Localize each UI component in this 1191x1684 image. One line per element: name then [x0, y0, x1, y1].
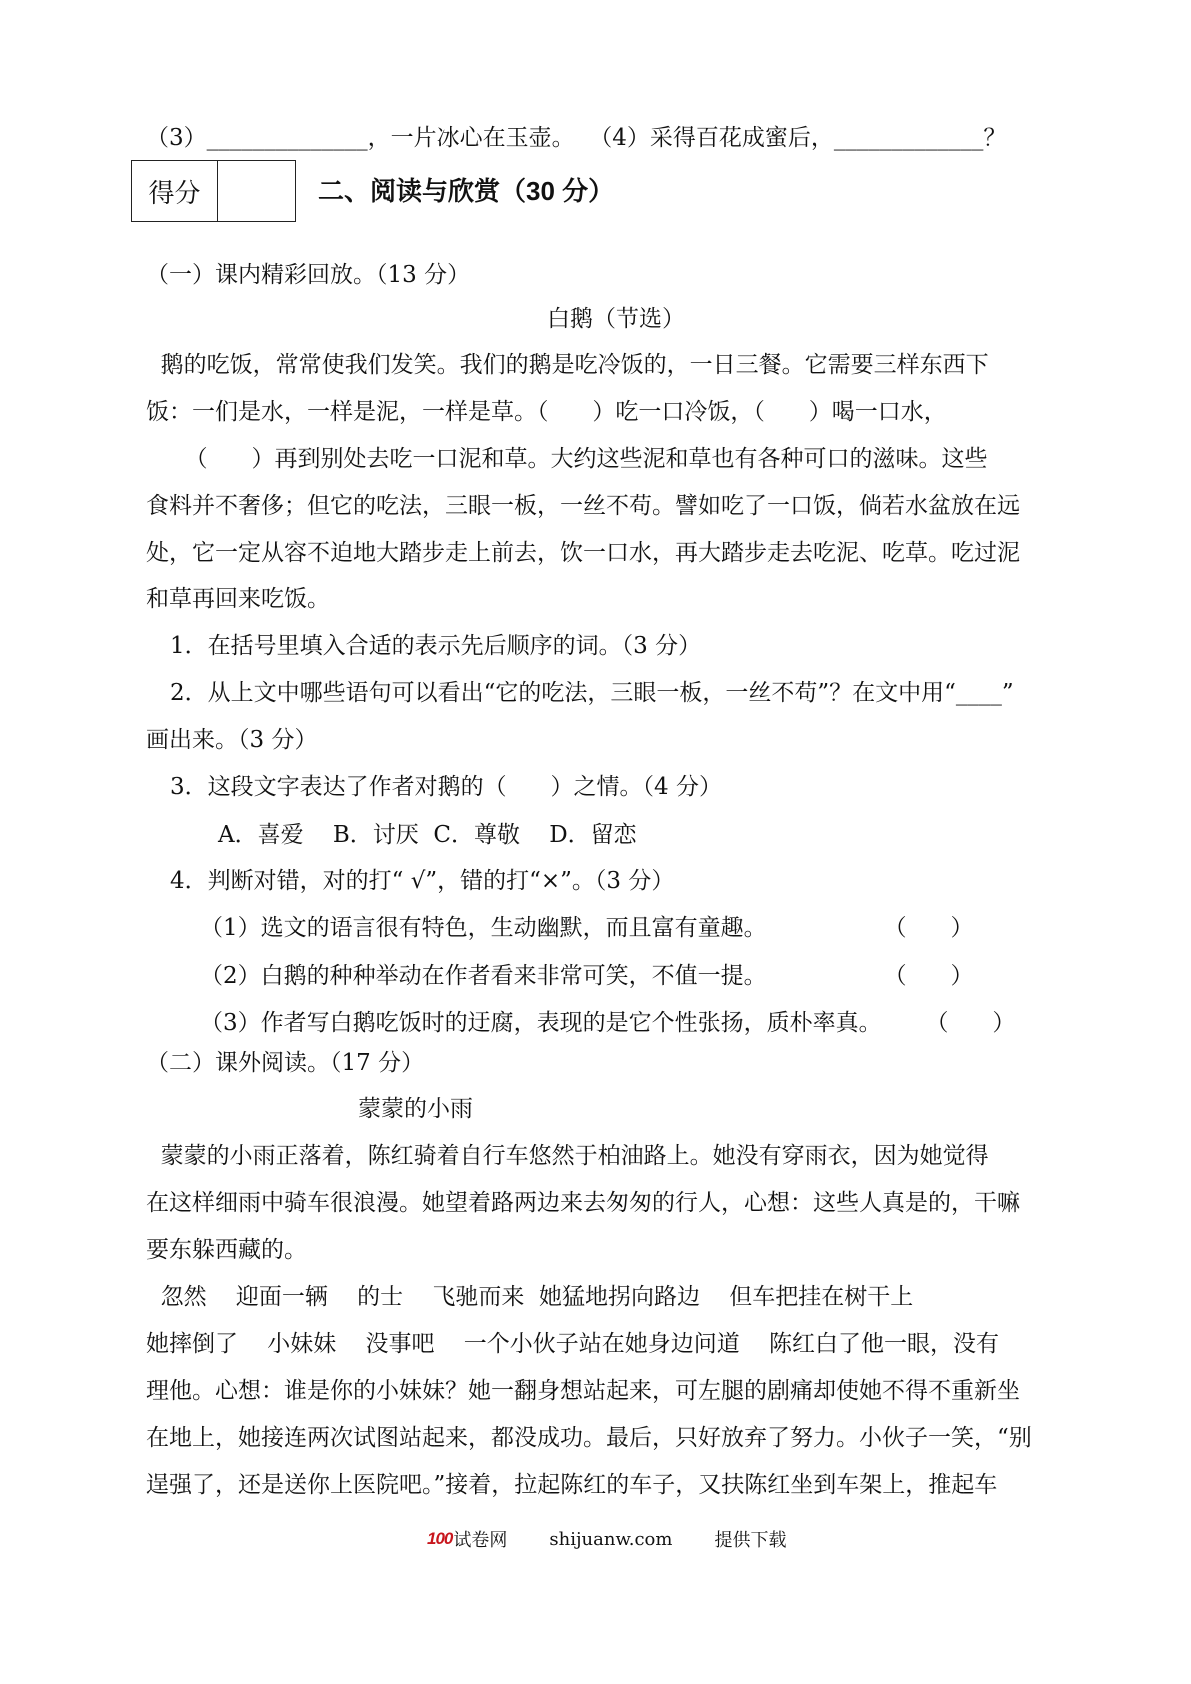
logo-text: 试卷网	[453, 1530, 508, 1551]
part1-passage-line: 鹅的吃饭，常常使我们发笑。我们的鹅是吃冷饭的，一日三餐。它需要三样东西下	[146, 352, 989, 378]
question-3-options: A．喜爱 B．讨厌 C．尊敬 D．留恋	[218, 822, 637, 848]
fill-in-line: （3）______________，一片冰心在玉壶。 （4）采得百花成蜜后，_____________？	[146, 125, 1007, 151]
part1-passage-line: 饭：一们是水，一样是泥，一样是草。（ ）吃一口冷饭，（ ）喝一口水，	[146, 399, 947, 425]
question-2: 2．从上文中哪些语句可以看出“它的吃法，三眼一板，一丝不苟”？在文中用“____”	[170, 680, 1014, 706]
part1-passage-line: 处，它一定从容不迫地大踏步走上前去，饮一口水，再大踏步走去吃泥、吃草。吃过泥	[146, 540, 1020, 566]
footer-note: 提供下载	[714, 1530, 787, 1551]
part1-passage-title: 白鹅（节选）	[547, 306, 685, 332]
question-4-item-2: （2）白鹅的种种举动在作者看来非常可笑，不值一提。 （ ）	[200, 963, 974, 989]
part2-passage-line: 在这样细雨中骑车很浪漫。她望着路两边来去匆匆的行人，心想：这些人真是的，干嘛	[146, 1190, 1020, 1216]
question-4-item-1: （1）选文的语言很有特色，生动幽默，而且富有童趣。 （ ）	[200, 915, 974, 941]
question-4-item-3: （3）作者写白鹅吃饭时的迂腐，表现的是它个性张扬，质朴率真。 （ ）	[200, 1010, 1016, 1036]
section-title: 二、阅读与欣赏（30 分）	[318, 176, 615, 206]
question-2-cont: 画出来。（3 分）	[146, 727, 318, 753]
question-3: 3．这段文字表达了作者对鹅的（ ）之情。（4 分）	[170, 774, 722, 800]
part2-passage-line: 要东躲西藏的。	[146, 1237, 307, 1263]
page-footer	[427, 1526, 786, 1552]
part2-passage-line: 逞强了，还是送你上医院吧。”接着，拉起陈红的车子，又扶陈红坐到车架上，推起车	[146, 1472, 998, 1498]
part2-passage-line: 蒙蒙的小雨正落着，陈红骑着自行车悠然于柏油路上。她没有穿雨衣，因为她觉得	[146, 1143, 989, 1169]
logo-number: 100	[427, 1529, 453, 1548]
part1-passage-line: 食料并不奢侈；但它的吃法，三眼一板，一丝不苟。譬如吃了一口饭，倘若水盆放在远	[146, 493, 1020, 519]
part1-passage-line: （ ）再到别处去吃一口泥和草。大约这些泥和草也有各种可口的滋味。这些	[170, 446, 988, 472]
part1-passage-line: 和草再回来吃饭。	[146, 586, 330, 612]
part2-passage-line: 理他。心想：谁是你的小妹妹？她一翻身想站起来，可左腿的剧痛却使她不得不重新坐	[146, 1378, 1020, 1404]
question-4: 4．判断对错，对的打“ √”，错的打“×”。（3 分）	[170, 868, 675, 894]
part2-passage-line: 忽然 迎面一辆 的士 飞驰而来 她猛地拐向路边 但车把挂在树干上	[146, 1284, 914, 1310]
part2-passage-line: 她摔倒了 小妹妹 没事吧 一个小伙子站在她身边问道 陈红白了他一眼，没有	[146, 1331, 999, 1357]
score-label: 得分	[132, 161, 218, 221]
part1-heading: （一）课内精彩回放。（13 分）	[146, 262, 471, 288]
score-box	[131, 160, 296, 222]
part2-heading: （二）课外阅读。（17 分）	[146, 1050, 425, 1076]
question-1: 1．在括号里填入合适的表示先后顺序的词。（3 分）	[170, 633, 702, 659]
part2-passage-line: 在地上，她接连两次试图站起来，都没成功。最后，只好放弃了努力。小伙子一笑，“别	[146, 1425, 1032, 1451]
site-logo	[427, 1526, 507, 1552]
footer-url[interactable]: shijuanw.com	[549, 1528, 673, 1550]
part2-passage-title: 蒙蒙的小雨	[358, 1096, 473, 1122]
score-value-cell[interactable]	[218, 161, 295, 221]
